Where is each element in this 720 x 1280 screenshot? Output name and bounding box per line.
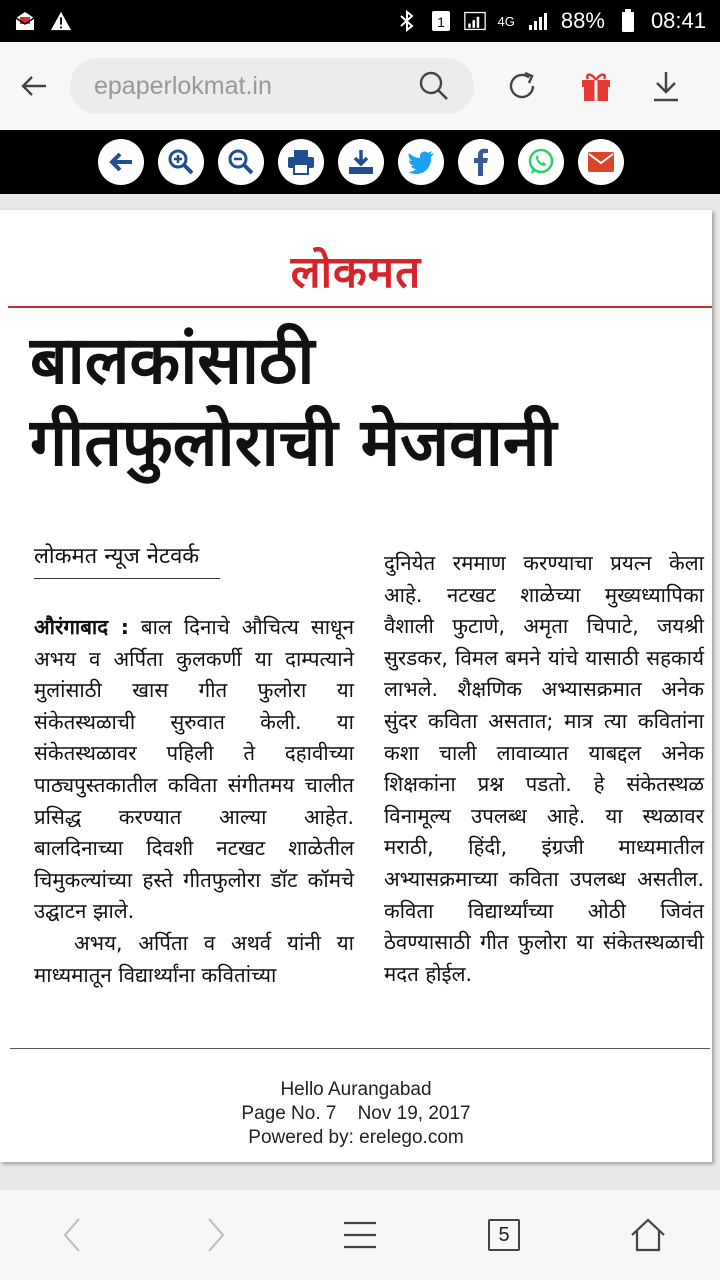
battery-icon (617, 10, 639, 32)
tabs-count: 5 (488, 1219, 520, 1251)
dateline: औरंगाबाद : (34, 615, 129, 639)
edition-name: Hello Aurangabad (280, 1079, 432, 1100)
save-download-button[interactable] (338, 139, 384, 185)
epaper-viewer[interactable] (0, 194, 720, 1190)
zoom-out-icon (227, 148, 255, 176)
status-bar (0, 0, 720, 42)
article-paragraph-3: दुनियेत रममाण करण्याचा प्रयत्न केला आहे. नटखट शाळेच्या मुख्यध्यापिका वैशाली फुटाणे, अमृता चिपाटे, जयश्री सुरडकर, विमल बमने यांचे यासाठी सहकार्य लाभले. शैक्षणिक अभ्यासक्रमात अनेक सुंदर कविता असतात; मात्र त्या कवितांना कशा चाली लावाव्यात याबद्दल अनेक शिक्षकांना प्रश्न पडतो. हे संकेतस्थळ विनामूल्य उपलब्ध आहे. या स्थळावर मराठी, हिंदी, इंग्रजी माध्यमातील अभ्यासक्रमाच्या कविता उपलब्ध असतील. कविता विद्यार्थ्यांच्या ओठी जिवंत ठेवण्यासाठी गीत फुलोरा या संकेतस्थळाची मदत होईल. (384, 551, 704, 986)
gift-icon (579, 69, 613, 103)
print-icon (287, 149, 315, 175)
byline: लोकमत न्यूज नेटवर्क (34, 544, 200, 569)
headline (30, 320, 700, 484)
download-icon (347, 148, 375, 176)
search-icon[interactable] (418, 70, 450, 102)
article-paragraph-1: बाल दिनाचे औचित्य साधून अभय व अर्पिता कुलकर्णी या दाम्पत्याने मुलांसाठी खास गीत फुलोरा या संकेतस्थळाची सुरुवात केली. या संकेतस्थळावर पहिली ते दहावीच्या पाठ्यपुस्तकातील कविता संगीतमय चालीत प्रसिद्ध करण्यात आल्या आहेत. बालदिनाच्या दिवशी नटखट शाळेतील चिमुकल्यांच्या हस्ते गीतफुलोरा डॉट कॉमचे उद्घाटन झाले. (34, 615, 354, 924)
tabs-button[interactable] (432, 1190, 576, 1280)
nav-forward-button[interactable] (144, 1190, 288, 1280)
menu-icon (342, 1220, 378, 1250)
warning-icon (50, 10, 72, 32)
download-button[interactable] (644, 64, 688, 108)
url-text: epaperlokmat.in (94, 71, 272, 100)
browser-back-button[interactable] (16, 68, 52, 104)
footer-divider (10, 1048, 710, 1049)
page-date: Page No. 7 Nov 19, 2017 (241, 1103, 471, 1124)
browser-toolbar (0, 42, 720, 130)
whatsapp-share-button[interactable] (518, 139, 564, 185)
home-icon (630, 1218, 666, 1252)
back-arrow-icon (20, 74, 48, 98)
back-arrow-icon (108, 151, 134, 173)
zoom-in-icon (167, 148, 195, 176)
byline-divider (34, 578, 220, 579)
article-column-right (384, 548, 704, 990)
masthead-logo: लोकमत (290, 247, 422, 298)
bluetooth-icon (396, 10, 418, 32)
clock: 08:41 (650, 8, 706, 33)
zoom-out-button[interactable] (218, 139, 264, 185)
menu-button[interactable] (288, 1190, 432, 1280)
browser-bottom-nav (0, 1190, 720, 1280)
headline-line-1: बालकांसाठी (30, 322, 315, 399)
mail-notification-icon (14, 10, 36, 32)
twitter-icon (407, 150, 435, 174)
clipping-footer (0, 1078, 712, 1150)
print-button[interactable] (278, 139, 324, 185)
news-clipping (0, 210, 712, 1162)
gift-button[interactable] (574, 64, 618, 108)
zoom-in-button[interactable] (158, 139, 204, 185)
download-icon (650, 69, 682, 103)
powered-by: Powered by: erelego.com (248, 1127, 464, 1148)
svg-text:1: 1 (436, 14, 445, 30)
address-bar[interactable] (70, 58, 474, 114)
epaper-toolbar (0, 130, 720, 194)
article-column-left (34, 612, 354, 991)
email-share-button[interactable] (578, 139, 624, 185)
home-button[interactable] (576, 1190, 720, 1280)
battery-percent: 88% (560, 8, 605, 33)
signal-icon (464, 10, 486, 32)
email-icon (587, 151, 615, 173)
sim-icon (430, 10, 452, 32)
masthead-divider (8, 306, 712, 308)
cell-signal-icon (527, 10, 549, 32)
reload-button[interactable] (500, 64, 544, 108)
nav-back-button[interactable] (0, 1190, 144, 1280)
reload-icon (505, 69, 539, 103)
headline-line-2: गीतफुलोराची मेजवानी (30, 404, 557, 481)
facebook-icon (473, 148, 489, 176)
network-type: 4G (497, 13, 515, 29)
chevron-right-icon (206, 1217, 226, 1253)
facebook-share-button[interactable] (458, 139, 504, 185)
twitter-share-button[interactable] (398, 139, 444, 185)
whatsapp-icon (527, 148, 555, 176)
epaper-back-button[interactable] (98, 139, 144, 185)
chevron-left-icon (62, 1217, 82, 1253)
article-paragraph-2: अभय, अर्पिता व अथर्व यांनी या माध्यमातून विद्यार्थ्यांना कवितांच्या (34, 930, 354, 987)
